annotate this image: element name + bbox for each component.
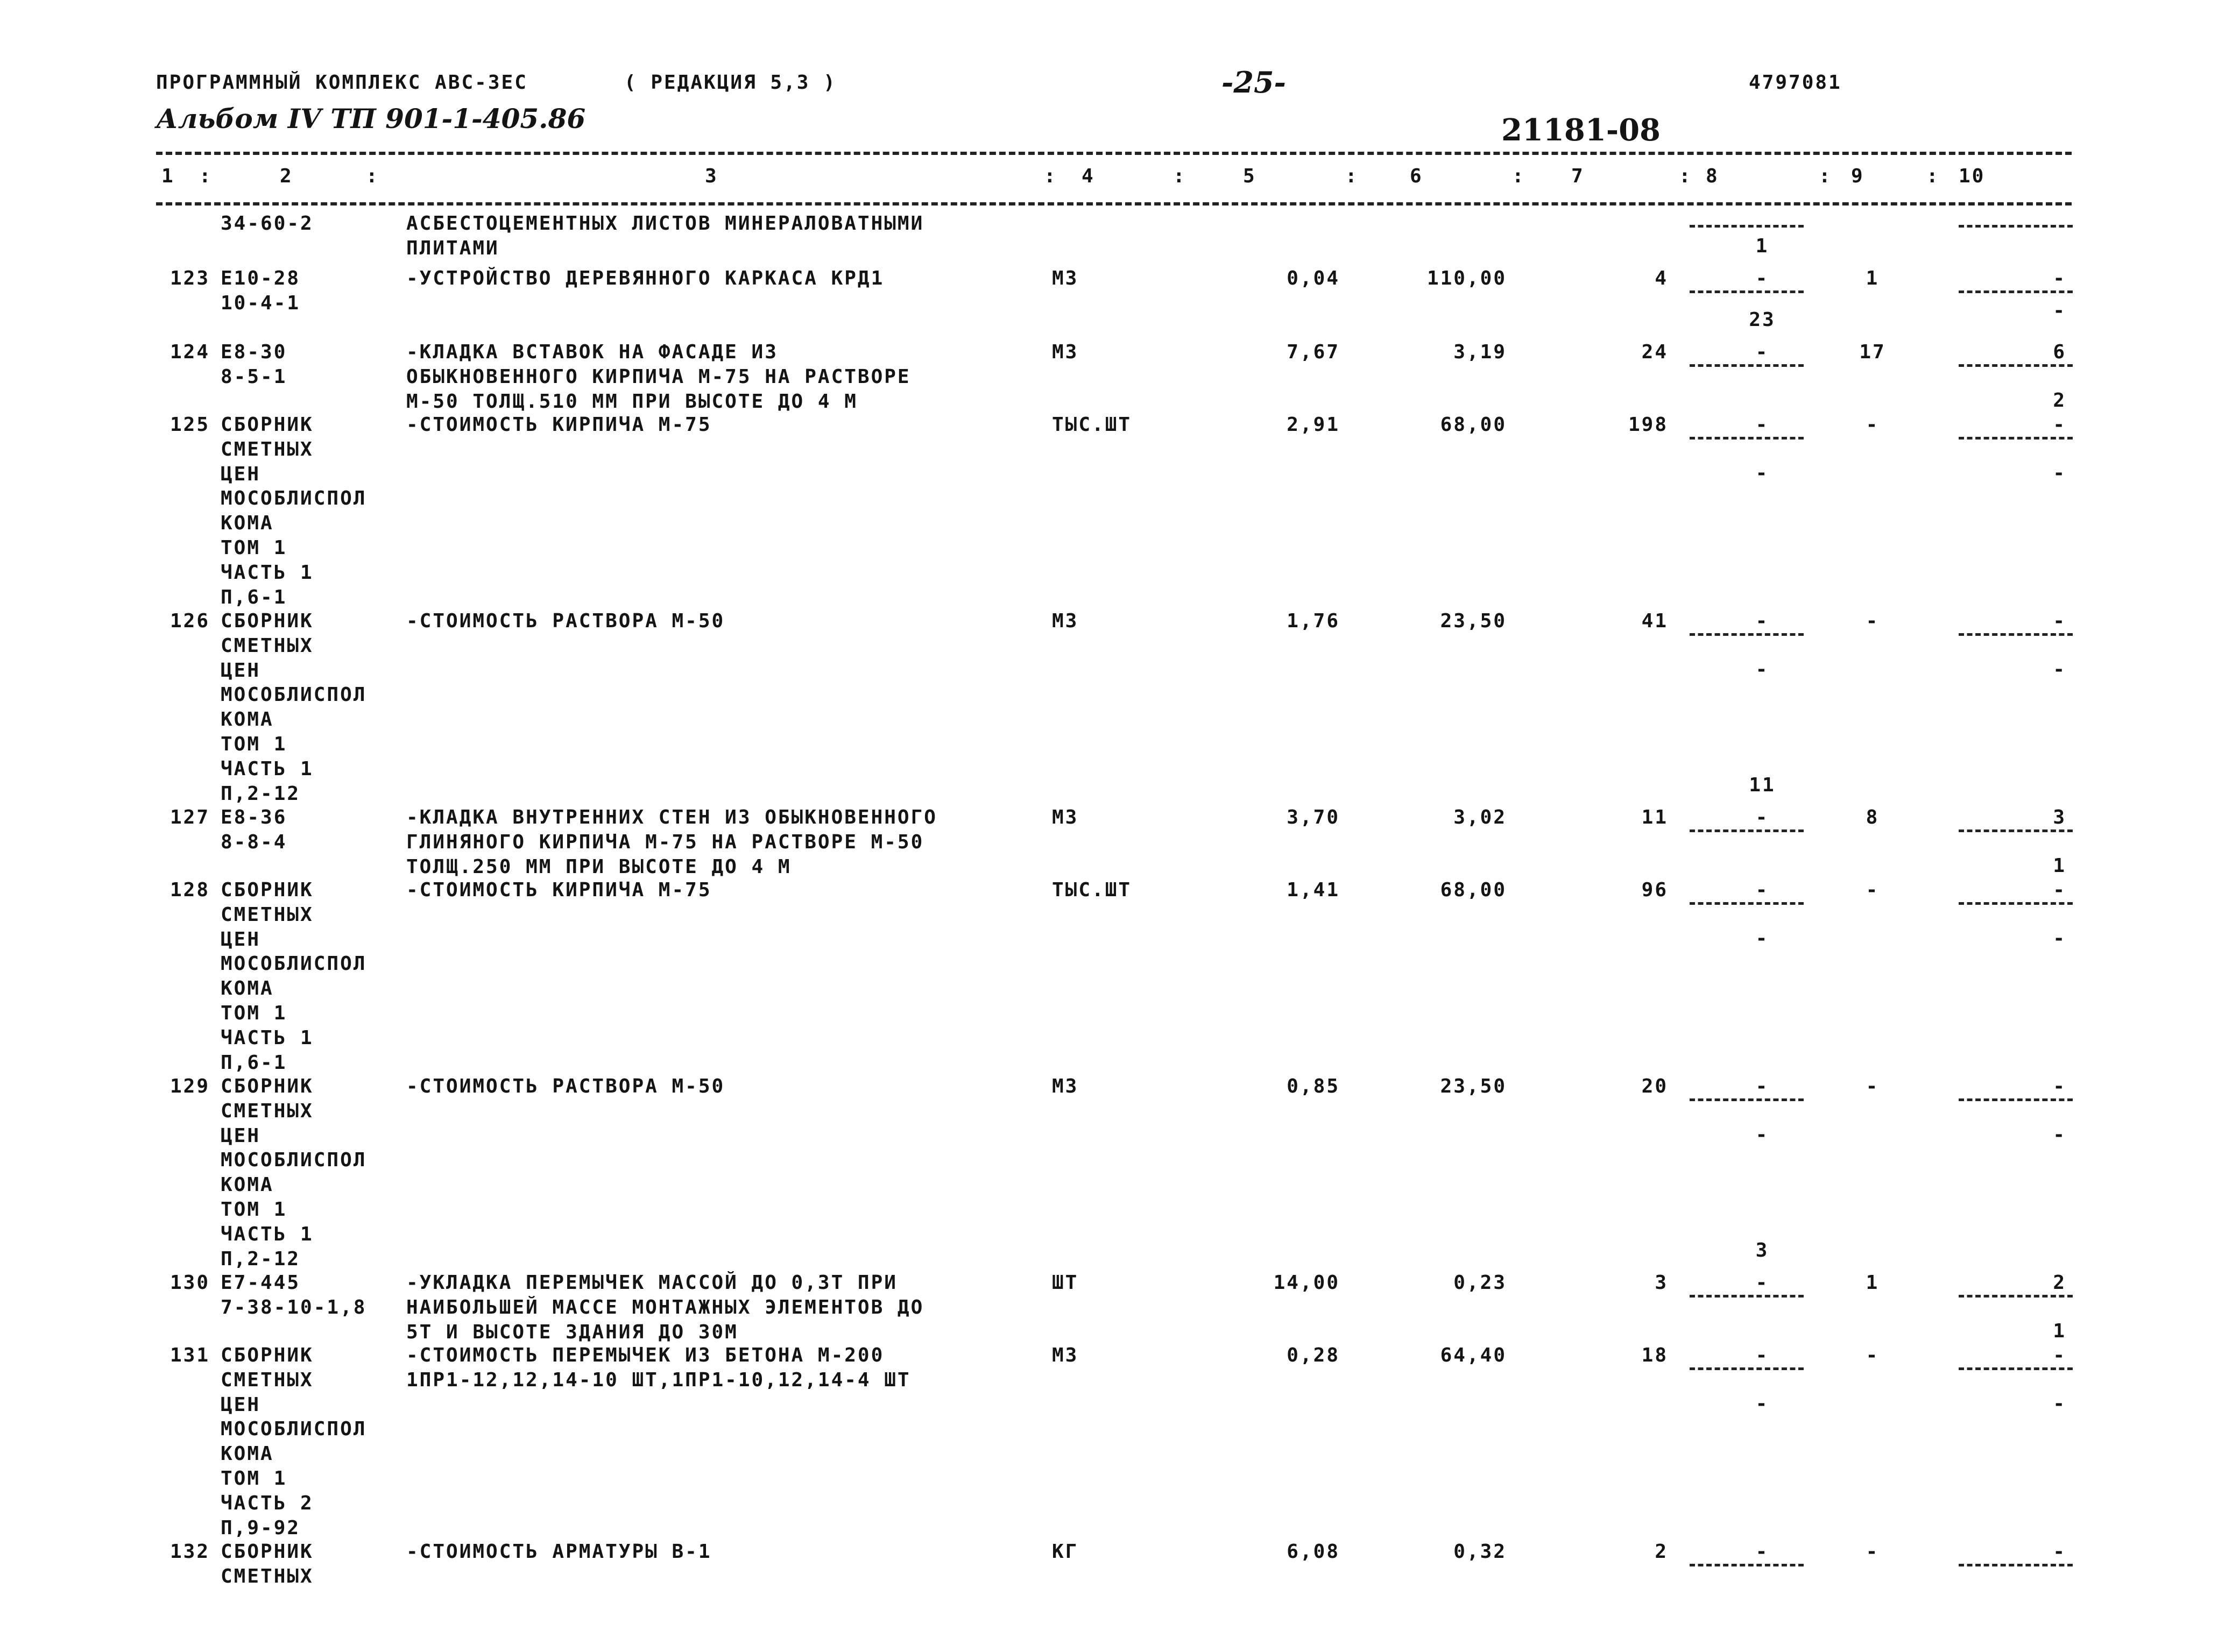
col9-cell: -	[1866, 1075, 1880, 1097]
col8-bottom-value: -	[1755, 1393, 1769, 1415]
total-cost-cell: 11	[1641, 806, 1668, 828]
col9-cell: -	[1866, 610, 1880, 632]
norm-code-line: МОСОБЛИСПОЛ	[221, 487, 367, 510]
col8-top-value: -	[1755, 610, 1769, 632]
col8-bottom-value: -	[1755, 927, 1769, 949]
norm-code-line: П,2-12	[221, 782, 301, 805]
row-number: 125	[169, 414, 210, 436]
row-number: 130	[169, 1272, 210, 1294]
col10-top-value: -	[2053, 1541, 2066, 1563]
column-separator: :	[1679, 165, 1692, 187]
unit-price-cell: 110,00	[1426, 267, 1507, 289]
col9-cell: 17	[1859, 341, 1886, 363]
norm-code-line: П,2-12	[221, 1247, 301, 1270]
col10-bottom-value: -	[2053, 1393, 2066, 1415]
norm-code-line: СМЕТНЫХ	[221, 1100, 314, 1122]
col8-divider	[1690, 1564, 1804, 1566]
quantity-cell: 0,28	[1287, 1344, 1340, 1366]
norm-code-line: КОМА	[221, 1174, 274, 1196]
unit-price-cell: 3,19	[1453, 341, 1507, 363]
col8-top-value: -	[1755, 1541, 1769, 1563]
norm-code-line: ЧАСТЬ 2	[221, 1492, 314, 1514]
norm-code-line: КОМА	[221, 1443, 274, 1465]
col9-cell: -	[1866, 1344, 1880, 1366]
column-separator: :	[366, 165, 379, 187]
unit-cell: М3	[1052, 1075, 1079, 1097]
unit-price-cell: 68,00	[1440, 879, 1507, 901]
norm-code-line: ЦЕН	[221, 659, 261, 682]
column-header-1: 1	[161, 165, 175, 187]
col8-bottom-value: 3	[1755, 1239, 1769, 1261]
col10-top-value: -	[2053, 1344, 2066, 1366]
col8-top-value: -	[1755, 1344, 1769, 1366]
col8-top-value: -	[1755, 1075, 1769, 1097]
col8-divider	[1690, 1098, 1804, 1101]
total-cost-cell: 20	[1641, 1075, 1668, 1097]
quantity-cell: 0,04	[1287, 267, 1340, 289]
column-header-3: 3	[705, 165, 718, 187]
col8-divider	[1690, 633, 1804, 636]
unit-cell: М3	[1052, 267, 1079, 289]
column-separator: :	[199, 165, 213, 187]
work-description-line: -КЛАДКА ВСТАВОК НА ФАСАДЕ ИЗ	[406, 341, 778, 363]
work-description-line: -УСТРОЙСТВО ДЕРЕВЯННОГО КАРКАСА КРД1	[406, 267, 885, 289]
col8-divider	[1690, 829, 1804, 832]
quantity-cell: 0,85	[1287, 1075, 1340, 1097]
col10-divider	[1959, 633, 2073, 636]
col8-top-value: -	[1755, 414, 1769, 436]
work-description-line: ОБЫКНОВЕННОГО КИРПИЧА М-75 НА РАСТВОРЕ	[406, 365, 911, 388]
work-description-line: ПЛИТАМИ	[406, 237, 499, 259]
total-cost-cell: 4	[1655, 267, 1668, 289]
edition-label: ( РЕДАКЦИЯ 5,3 )	[624, 72, 837, 94]
column-separator: :	[1044, 165, 1057, 187]
unit-cell: ШТ	[1052, 1272, 1079, 1294]
col10-bottom-value: 1	[2053, 1320, 2066, 1342]
col8-bottom-value: 1	[1755, 235, 1769, 257]
col8-divider	[1690, 364, 1804, 367]
col10-divider	[1959, 225, 2073, 228]
col10-top-value: -	[2053, 414, 2066, 436]
norm-code-line: СМЕТНЫХ	[221, 634, 314, 657]
col10-top-value: -	[2053, 267, 2066, 289]
row-number: 126	[169, 610, 210, 632]
norm-code-line: 8-8-4	[221, 831, 287, 853]
col8-divider	[1690, 902, 1804, 905]
col8-top-value: -	[1755, 341, 1769, 363]
col8-bottom-value: -	[1755, 462, 1769, 484]
norm-code-line: ЧАСТЬ 1	[221, 757, 314, 780]
unit-cell: М3	[1052, 806, 1079, 828]
norm-code-line: КОМА	[221, 512, 274, 535]
col9-cell: 8	[1866, 806, 1880, 828]
quantity-cell: 1,76	[1287, 610, 1340, 632]
col10-divider	[1959, 1564, 2073, 1566]
program-title: ПРОГРАММНЫЙ КОМПЛЕКС АВС-ЗЕС	[156, 72, 528, 94]
row-number: 123	[169, 267, 210, 289]
quantity-cell: 3,70	[1287, 806, 1340, 828]
col10-divider	[1959, 290, 2073, 293]
col8-divider	[1690, 290, 1804, 293]
col8-bottom-value: -	[1755, 1124, 1769, 1146]
col8-top-value: -	[1755, 806, 1769, 828]
total-cost-cell: 3	[1655, 1272, 1668, 1294]
total-cost-cell: 18	[1641, 1344, 1668, 1366]
row-number: 129	[169, 1075, 210, 1097]
quantity-cell: 2,91	[1287, 414, 1340, 436]
column-separator: :	[1512, 165, 1525, 187]
col10-bottom-value: -	[2053, 927, 2066, 949]
quantity-cell: 7,67	[1287, 341, 1340, 363]
work-description-line: НАИБОЛЬШЕЙ МАССЕ МОНТАЖНЫХ ЭЛЕМЕНТОВ ДО	[406, 1296, 924, 1318]
norm-code-line: ЦЕН	[221, 1393, 261, 1416]
work-description-line: АСБЕСТОЦЕМЕНТНЫХ ЛИСТОВ МИНЕРАЛОВАТНЫМИ	[406, 212, 924, 235]
norm-code-line: П,6-1	[221, 1051, 287, 1074]
unit-price-cell: 68,00	[1440, 414, 1507, 436]
norm-code-line: ЦЕН	[221, 1124, 261, 1147]
norm-code-line: СМЕТНЫХ	[221, 1565, 314, 1587]
column-header-4: 4	[1082, 165, 1095, 187]
total-cost-cell: 24	[1641, 341, 1668, 363]
column-header-8: 8	[1706, 165, 1719, 187]
col8-bottom-value: 23	[1749, 309, 1776, 331]
col10-divider	[1959, 1098, 2073, 1101]
col9-cell: 1	[1866, 267, 1880, 289]
col8-divider	[1690, 437, 1804, 439]
page-number: -25-	[1221, 65, 1286, 100]
norm-code-line: ТОМ 1	[221, 537, 287, 559]
quantity-cell: 6,08	[1287, 1541, 1340, 1563]
column-header-9: 9	[1851, 165, 1864, 187]
total-cost-cell: 2	[1655, 1541, 1668, 1563]
norm-code-line: МОСОБЛИСПОЛ	[221, 1418, 367, 1441]
norm-code-line: КОМА	[221, 708, 274, 731]
col10-bottom-value: 2	[2053, 389, 2066, 412]
norm-code-line: П,9-92	[221, 1516, 301, 1539]
unit-cell: ТЫС.ШТ	[1052, 879, 1132, 901]
col10-top-value: -	[2053, 610, 2066, 632]
header-rule-top	[156, 152, 2072, 155]
norm-code-line: Е8-36	[221, 806, 287, 828]
norm-code-line: СМЕТНЫХ	[221, 438, 314, 460]
col8-top-value: -	[1755, 1272, 1769, 1294]
row-number: 132	[169, 1541, 210, 1563]
quantity-cell: 1,41	[1287, 879, 1340, 901]
column-header-2: 2	[280, 165, 293, 187]
col8-bottom-value: -	[1755, 658, 1769, 680]
col10-divider	[1959, 902, 2073, 905]
col9-cell: -	[1866, 414, 1880, 436]
total-cost-cell: 41	[1641, 610, 1668, 632]
work-description-line: -СТОИМОСТЬ АРМАТУРЫ В-1	[406, 1541, 712, 1563]
header-rule-bottom	[156, 202, 2072, 205]
work-description-line: -СТОИМОСТЬ РАСТВОРА М-50	[406, 610, 725, 632]
column-header-5: 5	[1243, 165, 1256, 187]
column-separator: :	[1819, 165, 1832, 187]
col8-divider	[1690, 1295, 1804, 1298]
norm-code-line: ЧАСТЬ 1	[221, 1223, 314, 1245]
norm-code-line: 10-4-1	[221, 292, 301, 314]
norm-code-line: 8-5-1	[221, 365, 287, 388]
row-number: 131	[169, 1344, 210, 1366]
work-description-line: ТОЛЩ.250 ММ ПРИ ВЫСОТЕ ДО 4 М	[406, 855, 792, 878]
col10-divider	[1959, 437, 2073, 439]
col10-top-value: 6	[2053, 341, 2066, 363]
work-description-line: 1ПР1-12,12,14-10 ШТ,1ПР1-10,12,14-4 ШТ	[406, 1369, 911, 1391]
column-header-6: 6	[1410, 165, 1423, 187]
work-description-line: -СТОИМОСТЬ КИРПИЧА М-75	[406, 414, 712, 436]
norm-code-line: КОМА	[221, 977, 274, 1000]
column-separator: :	[1345, 165, 1359, 187]
col10-bottom-value: -	[2053, 1124, 2066, 1146]
norm-code-line: ЧАСТЬ 1	[221, 561, 314, 584]
norm-code-line: СБОРНИК	[221, 414, 314, 436]
unit-cell: КГ	[1052, 1541, 1079, 1563]
col8-top-value: -	[1755, 879, 1769, 901]
unit-price-cell: 64,40	[1440, 1344, 1507, 1366]
norm-code-line: МОСОБЛИСПОЛ	[221, 953, 367, 975]
norm-code-line: Е8-30	[221, 341, 287, 363]
unit-price-cell: 23,50	[1440, 1075, 1507, 1097]
album-label: Альбом IV ТП 901-1-405.86	[156, 103, 586, 134]
norm-code-line: МОСОБЛИСПОЛ	[221, 1149, 367, 1172]
work-description-line: М-50 ТОЛЩ.510 ММ ПРИ ВЫСОТЕ ДО 4 М	[406, 390, 858, 413]
norm-code-line: СБОРНИК	[221, 879, 314, 901]
document-code: 4797081	[1749, 72, 1842, 94]
work-description-line: -СТОИМОСТЬ КИРПИЧА М-75	[406, 879, 712, 901]
work-description-line: -КЛАДКА ВНУТРЕННИХ СТЕН ИЗ ОБЫКНОВЕННОГО	[406, 806, 937, 828]
row-number: 127	[169, 806, 210, 828]
total-cost-cell: 96	[1641, 879, 1668, 901]
work-description-line: -СТОИМОСТЬ ПЕРЕМЫЧЕК ИЗ БЕТОНА М-200	[406, 1344, 885, 1366]
col10-bottom-value: -	[2053, 658, 2066, 680]
column-separator: :	[1926, 165, 1940, 187]
col8-divider	[1690, 1367, 1804, 1370]
norm-code-line: ЧАСТЬ 1	[221, 1026, 314, 1049]
col10-bottom-value: 1	[2053, 855, 2066, 877]
col9-cell: -	[1866, 879, 1880, 901]
work-description-line: -УКЛАДКА ПЕРЕМЫЧЕК МАССОЙ ДО 0,3Т ПРИ	[406, 1272, 898, 1294]
norm-code-line: СМЕТНЫХ	[221, 1369, 314, 1391]
col8-top-value: -	[1755, 267, 1769, 289]
norm-code-line: ЦЕН	[221, 928, 261, 951]
column-header-10: 10	[1959, 165, 1986, 187]
col9-cell: -	[1866, 1541, 1880, 1563]
norm-code-line: Е10-28	[221, 267, 301, 289]
unit-price-cell: 3,02	[1453, 806, 1507, 828]
norm-code-line: МОСОБЛИСПОЛ	[221, 684, 367, 706]
unit-cell: М3	[1052, 610, 1079, 632]
column-separator: :	[1173, 165, 1186, 187]
norm-code-line: СБОРНИК	[221, 1075, 314, 1097]
norm-code-line: СБОРНИК	[221, 610, 314, 632]
col10-bottom-value: -	[2053, 462, 2066, 484]
col10-divider	[1959, 829, 2073, 832]
unit-price-cell: 23,50	[1440, 610, 1507, 632]
norm-code-line: ТОМ 1	[221, 1467, 287, 1490]
row-number: 124	[169, 341, 210, 363]
col10-top-value: 2	[2053, 1272, 2066, 1294]
col8-divider	[1690, 225, 1804, 228]
norm-code-line: СБОРНИК	[221, 1541, 314, 1563]
unit-cell: М3	[1052, 341, 1079, 363]
quantity-cell: 14,00	[1273, 1272, 1340, 1294]
unit-cell: ТЫС.ШТ	[1052, 414, 1132, 436]
norm-code-line: П,6-1	[221, 586, 287, 608]
norm-code-line: СБОРНИК	[221, 1344, 314, 1366]
unit-price-cell: 0,32	[1453, 1541, 1507, 1563]
total-cost-cell: 198	[1628, 414, 1668, 436]
norm-code-line: ТОМ 1	[221, 733, 287, 755]
column-header-7: 7	[1571, 165, 1585, 187]
row-number: 128	[169, 879, 210, 901]
col10-top-value: -	[2053, 1075, 2066, 1097]
work-description-line: -СТОИМОСТЬ РАСТВОРА М-50	[406, 1075, 725, 1097]
col8-bottom-value: 11	[1749, 774, 1776, 796]
col10-top-value: -	[2053, 879, 2066, 901]
work-description-line: ГЛИНЯНОГО КИРПИЧА М-75 НА РАСТВОРЕ М-50	[406, 831, 924, 853]
col10-divider	[1959, 1367, 2073, 1370]
stamp-number: 21181-08	[1501, 112, 1661, 148]
col9-cell: 1	[1866, 1272, 1880, 1294]
unit-cell: М3	[1052, 1344, 1079, 1366]
work-description-line: 5Т И ВЫСОТЕ ЗДАНИЯ ДО 30М	[406, 1321, 738, 1343]
norm-code-line: ЦЕН	[221, 463, 261, 485]
norm-code-line: Е7-445	[221, 1272, 301, 1294]
norm-code-line: 7-38-10-1,8	[221, 1296, 367, 1318]
norm-code-line: ТОМ 1	[221, 1199, 287, 1221]
unit-price-cell: 0,23	[1453, 1272, 1507, 1294]
norm-code-line: СМЕТНЫХ	[221, 903, 314, 926]
col10-divider	[1959, 1295, 2073, 1298]
norm-code-line: ТОМ 1	[221, 1002, 287, 1024]
col10-divider	[1959, 364, 2073, 367]
col10-top-value: 3	[2053, 806, 2066, 828]
norm-code-line: 34-60-2	[221, 212, 314, 235]
col10-bottom-value: -	[2053, 300, 2066, 322]
